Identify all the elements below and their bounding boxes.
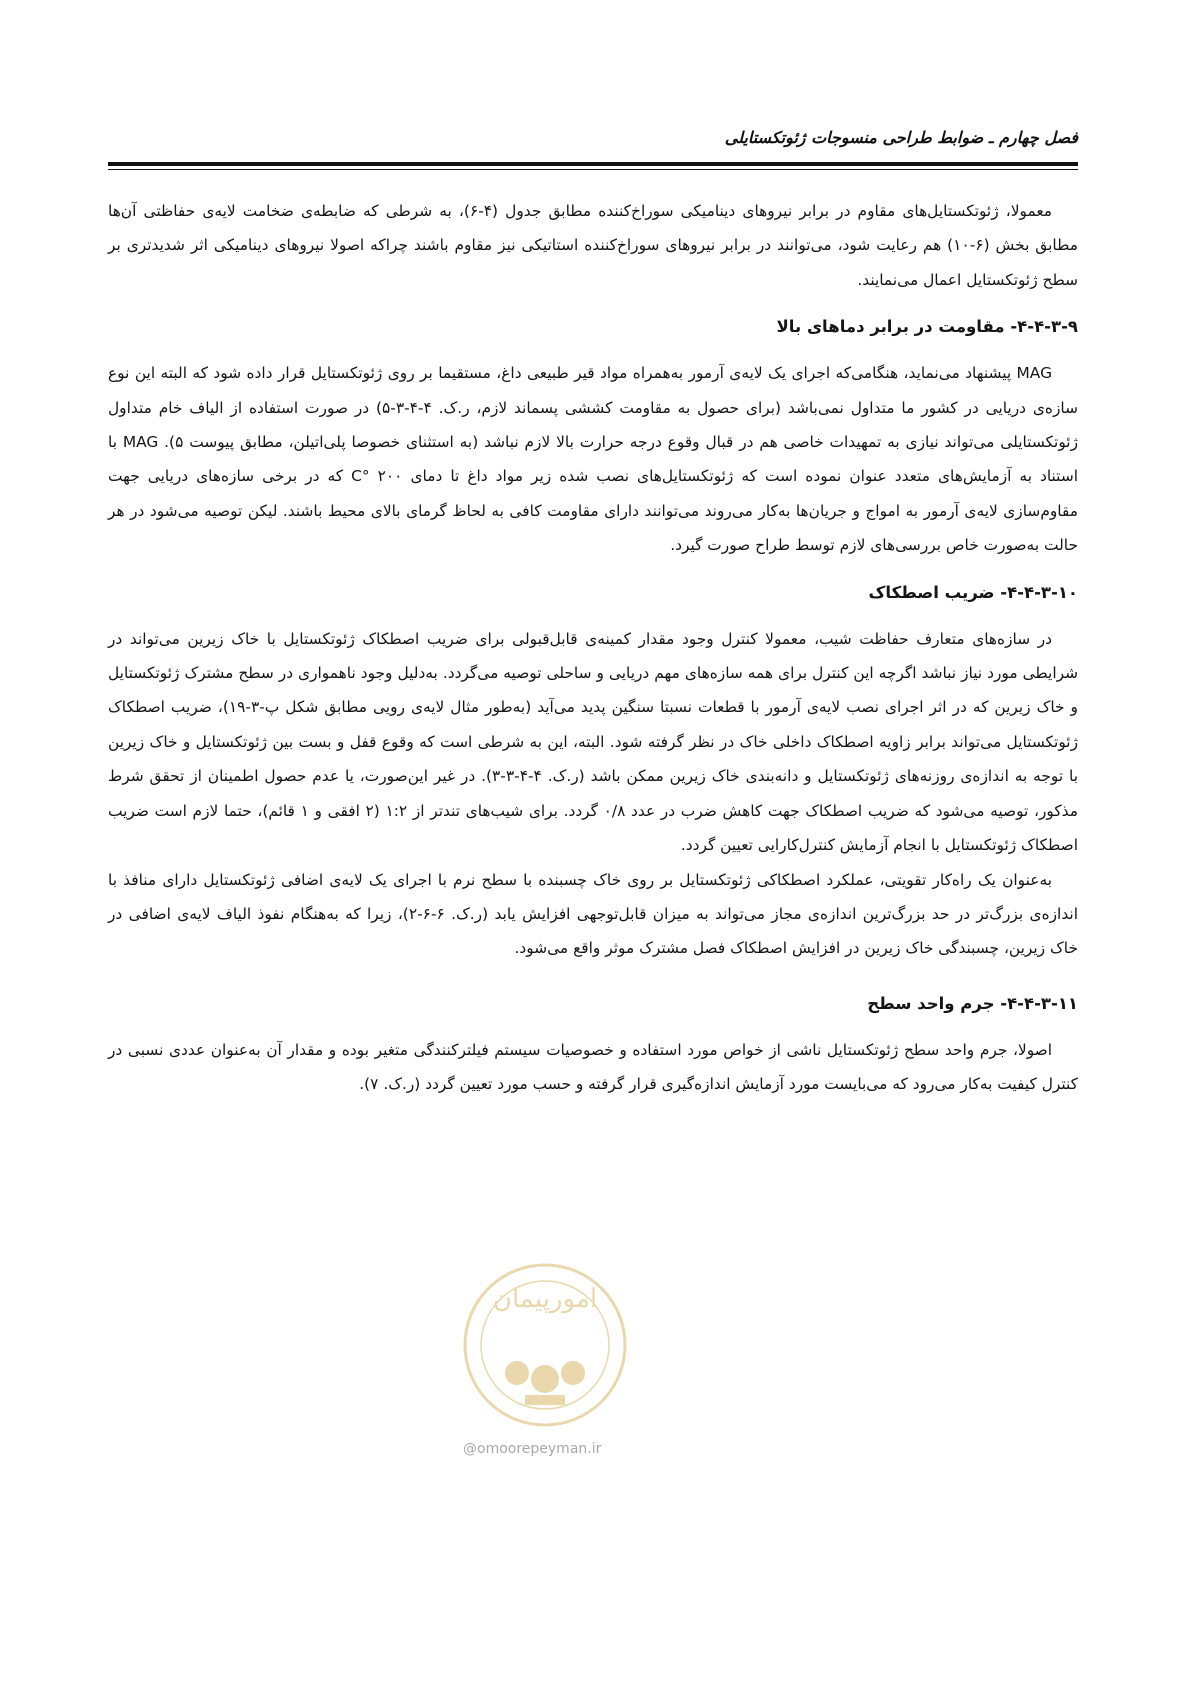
section-9-heading: ۴-۴-۳-۹- مقاومت در برابر دماهای بالا (776, 317, 1078, 337)
section-10-heading: ۴-۴-۳-۱۰- ضریب اصطکاک (868, 582, 1078, 602)
section-11-paragraph: اصولا، جرم واحد سطح ژئوتکستایل ناشی از خواص مورد استفاده و خصوصیات سیستم فیلترکنندگی متغیر بوده و مقدار آن به‌عنوان عددی نسبی در کنترل کیفیت به‌کار می‌رود که می‌بایست مورد آزمایش اندازه‌گیری قرار گرفته و حسب مورد تعیین گردد (ر.ک. ۷). (108, 1040, 1078, 1094)
document-body (108, 194, 1078, 1102)
spacer (108, 966, 1078, 974)
watermark-url: @omoorepeyman.ir (463, 1441, 602, 1457)
intro-paragraph: معمولا، ژئوتکستایل‌های مقاوم در برابر نیروهای دینامیکی سوراخ‌کننده مطابق جدول (۴-۶)، به شرطی که ضابطه‌ی ضخامت لایه‌ی حفاظتی آن‌ها مطابق بخش (۶-۱۰) هم رعایت شود، می‌توانند در برابر نیروهای سوراخ‌کننده استاتیکی نیز مقاوم باشند چراکه اصولا نیروهای دینامیکی اثر شدیدتری بر سطح ژئوتکستایل اعمال می‌نمایند. (108, 202, 1078, 289)
header-rule-thin (108, 169, 1078, 170)
chapter-header-title: فصل چهارم ـ ضوابط طراحی منسوجات ژئوتکستایلی (724, 128, 1078, 147)
watermark-logo-text: امورپیمان (492, 1284, 598, 1314)
section-10-paragraph-2: به‌عنوان یک راه‌کار تقویتی، عملکرد اصطکاکی ژئوتکستایل بر روی خاک چسبنده با سطح نرم با اجرای یک لایه‌ی اضافی ژئوتکستایل دارای منافذ با اندازه‌ی بزرگ‌تر در حد بزرگ‌ترین اندازه‌ی مجاز می‌تواند به میزان قابل‌توجهی افزایش یابد (ر.ک. ۶-۶-۲)، زیرا که به‌هنگام نفوذ الیاف لایه‌ی اضافی در خاک زیرین، چسبندگی خاک زیرین در افزایش اصطکاک فصل مشترک موثر واقع می‌شود. (108, 870, 1078, 958)
watermark-logo (455, 1245, 635, 1445)
section-9-paragraph: MAG پیشنهاد می‌نماید، هنگامی‌که اجرای یک لایه‌ی آرمور به‌همراه مواد قیر طبیعی داغ، مستقیما بر روی ژئوتکستایل قرار داده شود که البته این نوع سازه‌ی دریایی در کشور ما متداول نمی‌باشد (برای حصول به مقاومت کششی پسماند لازم، ر.ک. ۴-۴-۳-۵) در صورت استفاده از الیاف خام متداول ژئوتکستایلی می‌تواند نیازی به تمهیدات خاصی هم در قبال وقوع درجه حرارت بالا لازم نباشد (به استثنای خصوصا پلی‌اتیلن، مطابق پیوست ۵). MAG با استناد به آزمایش‌های متعدد عنوان نموده است که ژئوتکستایل‌های نصب شده زیر مواد داغ تا دمای ۲۰۰ °C که در برخی سازه‌های دریایی جهت مقاوم‌سازی لایه‌ی آرمور به امواج و جریان‌ها به‌کار می‌روند می‌توانند دارای مقاومت کافی به لحاظ گرمای بالای محیط باشند. لیکن توصیه می‌شود در هر حالت به‌صورت خاص بررسی‌های لازم توسط طراح صورت گیرد. (108, 364, 1079, 555)
header-rule-thick (108, 162, 1078, 166)
section-10-paragraph-1: در سازه‌های متعارف حفاظت شیب، معمولا کنترل وجود مقدار کمینه‌ی قابل‌قبولی برای ضریب اصطکاک ژئوتکستایل با خاک زیرین می‌تواند در شرایطی مورد نیاز نباشد اگرچه این کنترل برای همه سازه‌های مهم دریایی و ساحلی توصیه می‌گردد. به‌دلیل وجود ناهمواری در سطح مشترک ژئوتکستایل و خاک زیرین که در اثر اجرای نصب لایه‌ی آرمور با قطعات نسبتا سنگین پدید می‌آید (به‌طور مثال لایه‌ی رویی مطابق شکل پ-۳-۱۹)، ضریب اصطکاک ژئوتکستایل می‌تواند برابر زاویه اصطکاک داخلی خاک در نظر گرفته شود. البته، این به شرطی است که وقوع قفل و بست بین ژئوتکستایل و خاک زیرین با توجه به اندازه‌ی روزنه‌های ژئوتکستایل و دانه‌بندی خاک زیرین ممکن باشد (ر.ک. ۴-۴-۳-۳). در غیر این‌صورت، یا عدم حصول اطمینان از تحقق شرط مذکور، توصیه می‌شود که ضریب اصطکاک جهت کاهش ضرب در عدد ۰/۸ گردد. برای شیب‌های تندتر از ۱:۲ (۲ افقی و ۱ قائم)، حتما لازم است ضریب اصطکاک ژئوتکستایل با انجام آزمایش کنترل‌کارایی تعیین گردد. (108, 629, 1078, 855)
section-11-heading: ۴-۴-۳-۱۱- جرم واحد سطح (867, 993, 1078, 1013)
